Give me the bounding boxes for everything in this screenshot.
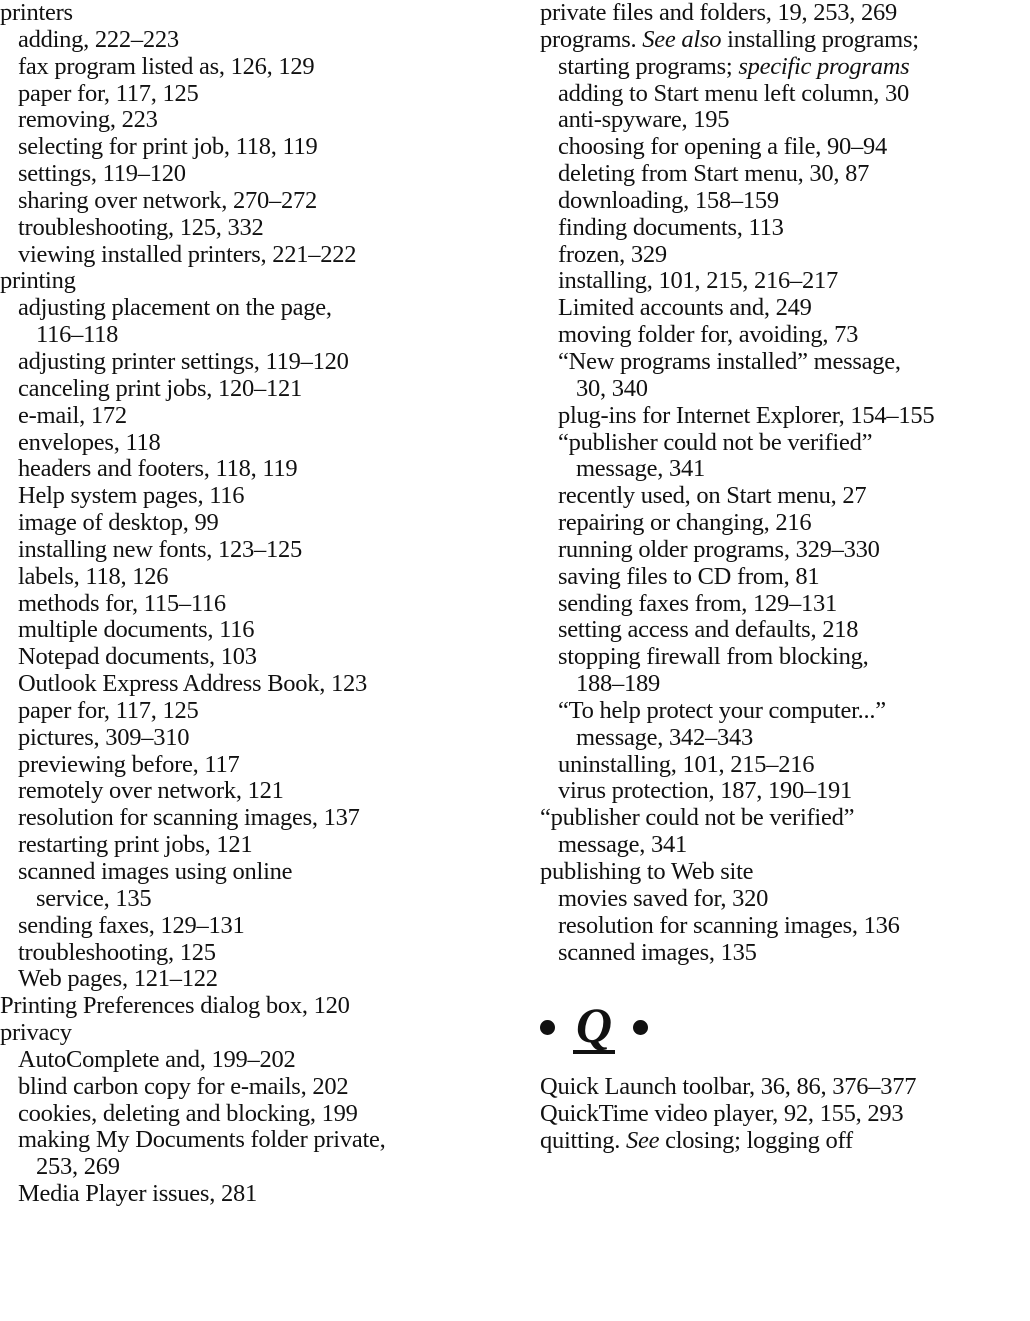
entry-continuation: message, 342–343 <box>576 723 753 751</box>
entry-text: canceling print jobs, 120–121 <box>18 374 302 402</box>
index-main-entry <box>0 993 520 1020</box>
index-sub-entry <box>0 295 520 349</box>
index-sub-entry <box>540 940 1030 967</box>
entry-text: running older programs, 329–330 <box>558 535 880 563</box>
index-sub-entry <box>0 1074 520 1101</box>
entry-text: headers and footers, 118, 119 <box>18 455 298 483</box>
entry-text: AutoComplete and, 199–202 <box>18 1045 296 1073</box>
bullet-dot-icon <box>633 1020 648 1035</box>
index-sub-entry <box>0 913 520 940</box>
entry-text: sending faxes, 129–131 <box>18 911 245 939</box>
index-sub-entry <box>0 1047 520 1074</box>
index-sub-entry <box>0 698 520 725</box>
index-sub-entry <box>0 591 520 618</box>
index-sub-entry <box>540 403 1030 430</box>
entry-text: QuickTime video player, 92, 155, 293 <box>540 1100 904 1128</box>
entry-text: stopping firewall from blocking, <box>558 643 869 671</box>
entry-text: “To help protect your computer...” <box>558 696 886 724</box>
entry-text: starting programs; <box>558 52 739 80</box>
entry-text: restarting print jobs, 121 <box>18 831 253 859</box>
index-sub-entry <box>540 242 1030 269</box>
index-sub-entry <box>540 81 1030 108</box>
index-sub-entry <box>0 778 520 805</box>
index-sub-entry <box>540 778 1030 805</box>
entry-text: troubleshooting, 125, 332 <box>18 213 264 241</box>
entry-text: paper for, 117, 125 <box>18 696 199 724</box>
index-sub-entry <box>0 832 520 859</box>
entry-text: cookies, deleting and blocking, 199 <box>18 1099 358 1127</box>
entry-text: adjusting printer settings, 119–120 <box>18 347 349 375</box>
index-main-entry <box>0 268 520 295</box>
index-sub-entry <box>540 483 1030 510</box>
entry-text: labels, 118, 126 <box>18 562 169 590</box>
p-entries <box>540 0 1030 966</box>
index-sub-entry <box>540 215 1030 242</box>
index-sub-entry <box>0 188 520 215</box>
cross-reference-term: See <box>625 1127 660 1155</box>
index-sub-entry <box>540 295 1030 322</box>
index-sub-entry <box>0 805 520 832</box>
index-sub-entry <box>540 564 1030 591</box>
index-sub-entry <box>0 161 520 188</box>
entry-text: resolution for scanning images, 136 <box>558 911 900 939</box>
entry-text: troubleshooting, 125 <box>18 938 216 966</box>
index-sub-entry <box>0 81 520 108</box>
entry-text: installing, 101, 215, 216–217 <box>558 267 838 295</box>
entry-text: quitting. <box>540 1127 626 1155</box>
index-sub-entry <box>0 564 520 591</box>
index-sub-entry <box>540 913 1030 940</box>
index-sub-entry <box>540 537 1030 564</box>
index-sub-entry <box>0 859 520 913</box>
entry-text: repairing or changing, 216 <box>558 509 812 537</box>
index-main-entry <box>540 805 1030 859</box>
index-sub-entry <box>0 483 520 510</box>
index-main-entry <box>0 1020 520 1047</box>
entry-text: e-mail, 172 <box>18 401 127 429</box>
entry-text: sharing over network, 270–272 <box>18 186 317 214</box>
index-sub-entry <box>0 752 520 779</box>
entry-text: programs. <box>540 25 643 53</box>
index-sub-entry <box>540 644 1030 698</box>
index-sub-entry <box>540 752 1030 779</box>
entry-text: paper for, 117, 125 <box>18 79 199 107</box>
index-main-entry <box>540 0 1030 27</box>
entry-text: saving files to CD from, 81 <box>558 562 820 590</box>
entry-continuation: 253, 269 <box>36 1153 120 1181</box>
entry-text: envelopes, 118 <box>18 428 161 456</box>
entry-text: making My Documents folder private, <box>18 1126 386 1154</box>
entry-text: Notepad documents, 103 <box>18 643 257 671</box>
entry-text: sending faxes from, 129–131 <box>558 589 838 617</box>
entry-continuation: message, 341 <box>576 455 705 483</box>
entry-text: privacy <box>0 1019 72 1047</box>
entry-text: “publisher could not be verified” <box>558 428 873 456</box>
index-sub-entry <box>540 430 1030 484</box>
entry-text: Printing Preferences dialog box, 120 <box>0 992 350 1020</box>
entry-text: settings, 119–120 <box>18 160 186 188</box>
entry-text: adjusting placement on the page, <box>18 294 332 322</box>
index-main-entry <box>540 1074 1030 1101</box>
entry-text: Media Player issues, 281 <box>18 1180 257 1208</box>
entry-continuation: service, 135 <box>36 884 152 912</box>
section-letter-heading <box>540 988 1030 1066</box>
entry-text: closing; logging off <box>659 1127 853 1155</box>
q-entries <box>540 1074 1030 1155</box>
entry-continuation: 188–189 <box>576 670 660 698</box>
index-sub-entry <box>0 376 520 403</box>
index-sub-entry <box>540 698 1030 752</box>
entry-text: deleting from Start menu, 30, 87 <box>558 160 870 188</box>
index-sub-entry <box>0 940 520 967</box>
index-sub-entry <box>0 644 520 671</box>
index-column-right <box>540 0 1030 1155</box>
index-sub-entry <box>540 188 1030 215</box>
entry-text: resolution for scanning images, 137 <box>18 804 360 832</box>
index-main-entry <box>540 859 1030 886</box>
entry-text: publishing to Web site <box>540 858 754 885</box>
index-sub-entry <box>0 1181 520 1208</box>
index-sub-entry <box>0 456 520 483</box>
entry-text: scanned images using online <box>18 858 293 885</box>
index-sub-entry <box>0 671 520 698</box>
index-sub-entry <box>540 349 1030 403</box>
entry-text: multiple documents, 116 <box>18 616 255 644</box>
entry-text: uninstalling, 101, 215–216 <box>558 750 815 778</box>
entry-text: frozen, 329 <box>558 240 667 268</box>
entry-text: finding documents, 113 <box>558 213 784 241</box>
index-sub-entry <box>0 107 520 134</box>
index-sub-entry <box>540 268 1030 295</box>
entry-text: methods for, 115–116 <box>18 589 226 617</box>
index-sub-entry <box>540 322 1030 349</box>
index-sub-entry <box>540 134 1030 161</box>
index-sub-entry <box>540 617 1030 644</box>
index-sub-entry <box>0 349 520 376</box>
bullet-dot-icon <box>540 1020 555 1035</box>
index-main-entry <box>540 27 1030 81</box>
index-sub-entry <box>0 403 520 430</box>
entry-text: moving folder for, avoiding, 73 <box>558 321 859 349</box>
entry-text: remotely over network, 121 <box>18 777 284 805</box>
entry-text: blind carbon copy for e-mails, 202 <box>18 1072 349 1100</box>
index-main-entry <box>540 1101 1030 1128</box>
entry-continuation: 116–118 <box>36 321 119 349</box>
section-letter: Q <box>573 1000 615 1054</box>
entry-text: recently used, on Start menu, 27 <box>558 482 867 510</box>
index-sub-entry <box>0 1101 520 1128</box>
index-sub-entry <box>0 510 520 537</box>
index-sub-entry <box>0 430 520 457</box>
entry-text: removing, 223 <box>18 106 158 134</box>
entry-text: “New programs installed” message, <box>558 347 901 375</box>
entry-text: Limited accounts and, 249 <box>558 294 812 322</box>
entry-text: movies saved for, 320 <box>558 884 769 912</box>
index-sub-entry <box>0 966 520 993</box>
entry-text: Web pages, 121–122 <box>18 965 218 993</box>
entry-text: selecting for print job, 118, 119 <box>18 133 318 161</box>
entry-text: “publisher could not be verified” <box>540 804 855 832</box>
entry-text: plug-ins for Internet Explorer, 154–155 <box>558 401 935 429</box>
entry-text: setting access and defaults, 218 <box>558 616 859 644</box>
index-sub-entry <box>540 886 1030 913</box>
index-sub-entry <box>0 242 520 269</box>
entry-text: printers <box>0 0 73 26</box>
entry-text: installing programs; <box>721 25 919 53</box>
index-sub-entry <box>540 510 1030 537</box>
entry-text: pictures, 309–310 <box>18 723 190 751</box>
index-main-entry <box>0 0 520 27</box>
entry-text: previewing before, 117 <box>18 750 240 778</box>
index-sub-entry <box>0 537 520 564</box>
entry-text: fax program listed as, 126, 129 <box>18 52 315 80</box>
entry-text: image of desktop, 99 <box>18 509 219 537</box>
entry-text: Help system pages, 116 <box>18 482 245 510</box>
entry-text: adding to Start menu left column, 30 <box>558 79 909 107</box>
index-sub-entry <box>0 617 520 644</box>
entry-text: choosing for opening a file, 90–94 <box>558 133 887 161</box>
index-sub-entry <box>540 161 1030 188</box>
cross-reference-term: specific programs <box>738 52 910 80</box>
entry-text: scanned images, 135 <box>558 938 757 966</box>
index-sub-entry <box>0 215 520 242</box>
index-sub-entry <box>0 27 520 54</box>
entry-text: adding, 222–223 <box>18 25 179 53</box>
entry-continuation: message, 341 <box>558 831 687 859</box>
index-column-left <box>0 0 520 1208</box>
entry-text: viewing installed printers, 221–222 <box>18 240 357 268</box>
entry-text: Quick Launch toolbar, 36, 86, 376–377 <box>540 1073 917 1101</box>
index-main-entry <box>540 1128 1030 1155</box>
entry-text: anti-spyware, 195 <box>558 106 730 134</box>
index-sub-entry <box>540 591 1030 618</box>
cross-reference-term: See also <box>642 25 722 53</box>
entry-text: virus protection, 187, 190–191 <box>558 777 852 805</box>
index-sub-entry <box>0 1127 520 1181</box>
entry-text: installing new fonts, 123–125 <box>18 535 303 563</box>
entry-continuation: 30, 340 <box>576 374 648 402</box>
entry-text: private files and folders, 19, 253, 269 <box>540 0 897 26</box>
entry-text: downloading, 158–159 <box>558 186 779 214</box>
entry-text: Outlook Express Address Book, 123 <box>18 670 368 698</box>
index-sub-entry <box>0 134 520 161</box>
entry-continuation <box>540 54 1030 81</box>
index-sub-entry <box>540 107 1030 134</box>
entry-text: printing <box>0 267 76 295</box>
index-sub-entry <box>0 725 520 752</box>
index-sub-entry <box>0 54 520 81</box>
